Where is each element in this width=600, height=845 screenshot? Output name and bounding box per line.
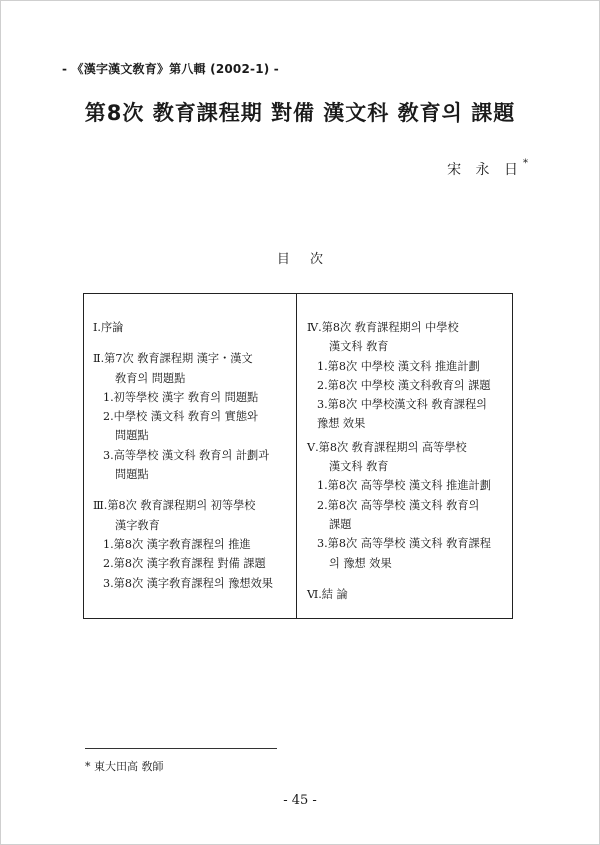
article-title: 第8次 教育課程期 對備 漢文科 敎育의 課題 <box>84 101 516 125</box>
toc-entry: 의 豫想 效果 <box>329 556 392 570</box>
toc-entry: 漢字敎育 <box>115 518 160 532</box>
toc-entry: 3.第8次 高等學校 漢文科 敎育課程 <box>317 537 491 551</box>
toc-entry: 課題 <box>329 517 352 531</box>
toc-entry: 1.第8次 高等學校 漢文科 推進計劃 <box>317 479 491 493</box>
toc-entry: 2.第8次 漢字敎育課程 對備 課題 <box>103 557 266 571</box>
author-footnote-mark: * <box>523 158 528 170</box>
toc-entry: 漢文科 敎育 <box>329 340 389 354</box>
toc-column-divider <box>296 293 297 619</box>
toc-entry: Ⅵ.結 論 <box>307 587 348 601</box>
toc-entry: 1.初等學校 漢字 敎育의 問題點 <box>103 390 259 404</box>
toc-entry: 3.高等學校 漢文科 敎育의 計劃과 <box>103 448 270 462</box>
toc-entry: Ⅱ.第7次 敎育課程期 漢字・漢文 <box>93 352 253 366</box>
running-head: - 《漢字漢文敎育》第八輯 (2002-1) - <box>62 62 279 76</box>
toc-entry: 1.第8次 中學校 漢文科 推進計劃 <box>317 359 480 373</box>
footnote-rule <box>85 748 277 749</box>
toc-entry: 1.第8次 漢字敎育課程의 推進 <box>103 537 251 551</box>
toc-entry: 3.第8次 中學校漢文科 敎育課程의 <box>317 398 487 412</box>
toc-entry: 敎育의 問題點 <box>115 371 186 385</box>
page-number: - 45 - <box>283 793 317 808</box>
toc-left-column <box>93 318 293 593</box>
toc-heading: 目 次 <box>276 252 324 267</box>
toc-entry: 2.第8次 高等學校 漢文科 敎育의 <box>317 498 480 512</box>
toc-entry: Ⅳ.第8次 敎育課程期의 中學校 <box>307 321 459 334</box>
toc-entry: 豫想 效果 <box>317 417 366 431</box>
toc-entry: 問題點 <box>115 468 149 482</box>
toc-entry: Ⅰ.序論 <box>93 321 124 334</box>
footnote: * 東大田高 敎師 <box>85 760 164 773</box>
toc-entry: 問題點 <box>115 429 149 443</box>
toc-entry: 3.第8次 漢字敎育課程의 豫想效果 <box>103 576 273 590</box>
toc-entry: 2.第8次 中學校 漢文科敎育의 課題 <box>317 378 491 392</box>
author <box>447 159 528 179</box>
toc-entry: 漢文科 敎育 <box>329 460 389 474</box>
toc-entry: Ⅲ.第8次 敎育課程期의 初等學校 <box>93 499 256 513</box>
toc-entry: Ⅴ.第8次 敎育課程期의 高等學校 <box>307 440 467 454</box>
toc-entry: 2.中學校 漢文科 敎育의 實態와 <box>103 410 258 424</box>
author-name: 宋 永 日 <box>447 162 523 178</box>
toc-right-column <box>307 318 511 604</box>
